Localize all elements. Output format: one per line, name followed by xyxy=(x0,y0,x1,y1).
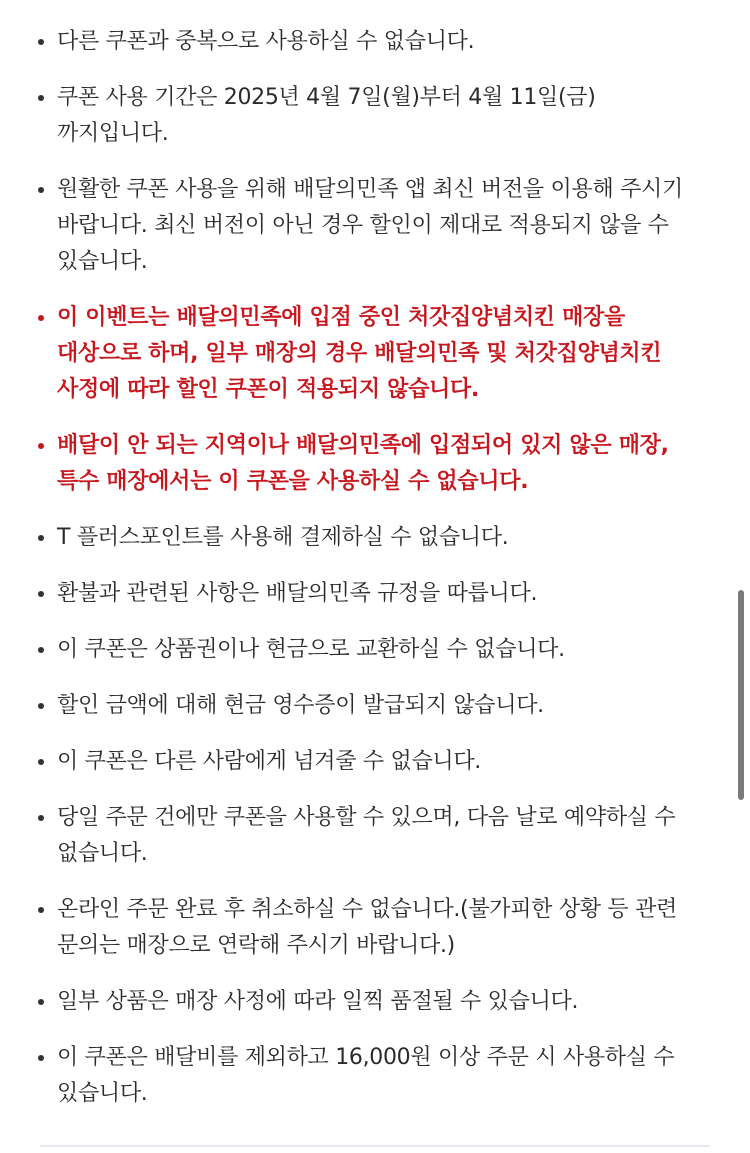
notice-item-no-receipt: 할인 금액에 대해 현금 영수증이 발급되지 않습니다. xyxy=(0,688,720,724)
notice-item-minimum-order: 이 쿠폰은 배달비를 제외하고 16,000원 이상 주문 시 사용하실 수 있습니다. xyxy=(0,1040,720,1112)
notice-item-tplus-points: T 플러스포인트를 사용해 결제하실 수 없습니다. xyxy=(0,520,720,556)
notice-item-excluded-stores: 배달이 안 되는 지역이나 배달의민족에 입점되어 있지 않은 매장, 특수 매장에서는 이 쿠폰을 사용하실 수 없습니다. xyxy=(0,428,720,500)
notice-item-same-day: 당일 주문 건에만 쿠폰을 사용할 수 있으며, 다음 날로 예약하실 수 없습니다. xyxy=(0,800,720,872)
notice-item-duplicate: 다른 쿠폰과 중복으로 사용하실 수 없습니다. xyxy=(0,24,720,60)
coupon-notice-list xyxy=(0,24,720,1132)
notice-item-refund: 환불과 관련된 사항은 배달의민족 규정을 따릅니다. xyxy=(0,576,720,612)
notice-item-app-version: 원활한 쿠폰 사용을 위해 배달의민족 앱 최신 버전을 이용해 주시기 바랍니다. 최신 버전이 아닌 경우 할인이 제대로 적용되지 않을 수 있습니다. xyxy=(0,172,720,280)
notice-item-no-transfer: 이 쿠폰은 다른 사람에게 넘겨줄 수 없습니다. xyxy=(0,744,720,780)
notice-item-eligible-stores: 이 이벤트는 배달의민족에 입점 중인 처갓집양념치킨 매장을 대상으로 하며, 일부 매장의 경우 배달의민족 및 처갓집양념치킨 사정에 따라 할인 쿠폰이 적용되지 않습니다. xyxy=(0,300,720,408)
vertical-scrollbar[interactable] xyxy=(738,590,744,800)
bottom-divider xyxy=(40,1145,710,1147)
notice-item-no-exchange: 이 쿠폰은 상품권이나 현금으로 교환하실 수 없습니다. xyxy=(0,632,720,668)
notice-item-sold-out: 일부 상품은 매장 사정에 따라 일찍 품절될 수 있습니다. xyxy=(0,984,720,1020)
notice-item-no-cancel: 온라인 주문 완료 후 취소하실 수 없습니다.(불가피한 상황 등 관련 문의는 매장으로 연락해 주시기 바랍니다.) xyxy=(0,892,720,964)
notice-item-period: 쿠폰 사용 기간은 2025년 4월 7일(월)부터 4월 11일(금)까지입니다. xyxy=(0,80,720,152)
